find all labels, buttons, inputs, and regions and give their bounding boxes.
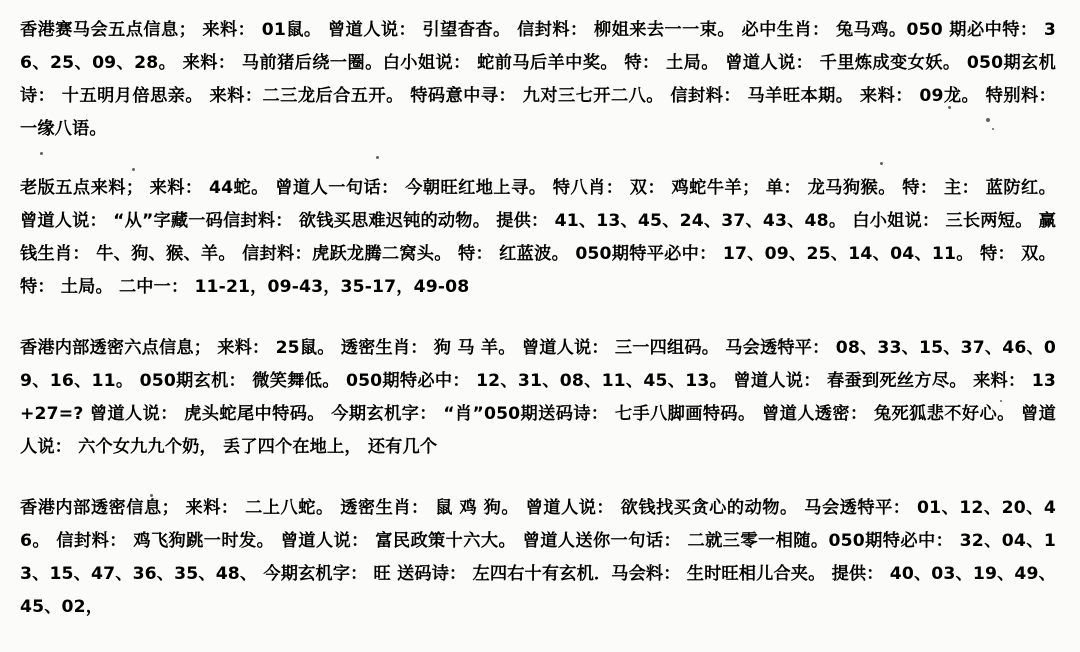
scan-speck (376, 156, 379, 159)
paragraph-hk-inside-secret: 香港内部透密信息； 来料： 二上八蛇。 透密生肖： 鼠 鸡 狗。 曾道人说： 欲钱找买贪心的动物。 马会透特平： 01、12、20、46。 信封料： 鸡飞狗跳一时发。 曾道人说： 富民政策十六大。 曾道人送你一句话： 二就三零一相随。050期特必中： 32、04、13、15、47、36、35、48、 今期玄机字： 旺 送码诗： 左四右十有玄机．马会料： 生时旺相儿合夹。 提供： 40、03、19、49、45、02， (20, 498, 1056, 617)
paragraph-hk-five-point: 香港赛马会五点信息； 来料： 01鼠。 曾道人说： 引望杳杳。 信封料： 柳姐来去一一束。 必中生肖： 兔马鸡。050 期必中特： 36、25、09、28。 来料： 马前猪后绕一圈。白小姐说： 蛇前马后羊中奖。 特： 土局。 曾道人说： 千里炼成变女妖。 050期玄机诗： 十五明月倍思亲。 来料：二三龙后合五开。 特码意中寻： 九对三七开二八。 信封料： 马羊旺本期。 来料： 09龙。 特别料： 一缘八语。 (20, 20, 1056, 139)
scan-speck (880, 162, 883, 165)
scan-speck (40, 152, 43, 155)
scan-speck (986, 118, 990, 122)
scan-speck (948, 106, 951, 109)
paragraph-hk-inside-six-point: 香港内部透密六点信息； 来料： 25鼠。 透密生肖： 狗 马 羊。 曾道人说： 三一四组码。 马会透特平： 08、33、15、37、46、09、16、11。 050期玄机： 微笑舞低。 050期特必中： 12、31、08、11、45、13。 曾道人说： 春蚕到死丝方尽。 来料： 13+27=? 曾道人说： 虎头蛇尾中特码。 今期玄机字： “肖”050期送码诗： 七手八脚画特码。 曾道人透密： 兔死狐悲不好心。 曾道人说： 六个女九九个奶， 丢了四个在地上， 还有几个 (20, 338, 1056, 457)
scan-speck (150, 494, 153, 497)
paragraph-old-five-point: 老版五点来料； 来料： 44蛇。 曾道人一句话： 今朝旺红地上寻。 特八肖： 双： 鸡蛇牛羊； 单： 龙马狗猴。 特： 主： 蓝防红。 曾道人说： “从”字藏一码信封料： 欲钱买思难迟钝的动物。 提供： 41、13、45、24、37、43、48。 白小姐说： 三长两短。 赢钱生肖： 牛、狗、猴、羊。 信封料：虎跃龙腾二窝头。 特： 红蓝波。 050期特平必中： 17、09、25、14、04、11。 特： 双。 特： 土局。 二中一： 11-21，09-43，35-17，49-08 (20, 178, 1056, 297)
scan-speck (992, 128, 994, 130)
scan-speck (132, 168, 135, 171)
scan-speck (1000, 400, 1002, 402)
